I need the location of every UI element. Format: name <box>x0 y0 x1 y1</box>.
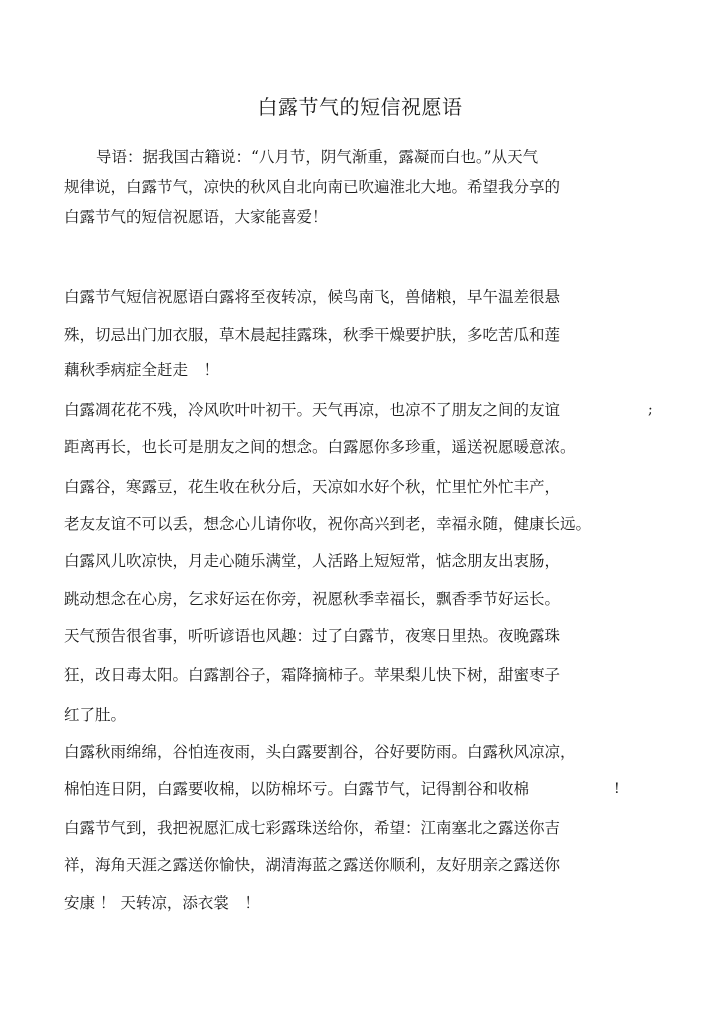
body-line: 安康 ！ 天转凉，添衣裳 ！ <box>64 894 260 912</box>
body-line: 红了肚。 <box>64 706 127 724</box>
intro-line: 规律说，白露节气，凉快的秋风自北向南已吹遍淮北大地。希望我分享的 <box>64 178 561 196</box>
body-line: 棉怕连日阴，白露要收棉，以防棉坏亏。白露节气，记得割谷和收棉 <box>64 780 530 798</box>
body-line: 老友友谊不可以丢，想念心儿请你收，祝你高兴到老，幸福永随，健康长远。 <box>64 515 592 533</box>
page-title: 白露节气的短信祝愿语 <box>257 95 463 119</box>
intro-line: 白露节气的短信祝愿语，大家能喜爱！ <box>64 208 328 226</box>
body-line: 距离再长，也长可是朋友之间的想念。白露愿你多珍重，遥送祝愿暖意浓。 <box>64 438 576 456</box>
body-line: 白露谷，寒露豆，花生收在秋分后，天凉如水好个秋，忙里忙外忙丰产， <box>64 478 561 496</box>
body-line: 白露凋花花不残，冷风吹叶叶初干。天气再凉，也凉不了朋友之间的友谊 <box>64 401 561 419</box>
body-line: 白露风儿吹凉快，月走心随乐满堂，人活路上短短常，惦念朋友出衷肠， <box>64 552 561 570</box>
stray-exclamation: ! <box>614 781 620 797</box>
body-line: 狂，改日毒太阳。白露割谷子，霜降摘柿子。苹果梨儿快下树，甜蜜枣子 <box>64 666 561 684</box>
body-line: 白露节气到，我把祝愿汇成七彩露珠送给你，希望：江南塞北之露送你吉 <box>64 819 561 837</box>
body-line: 白露秋雨绵绵，谷怕连夜雨，头白露要割谷，谷好要防雨。白露秋风凉凉， <box>64 743 576 761</box>
body-line: 藕秋季病症全赶走 ！ <box>64 361 220 379</box>
body-line: 跳动想念在心房，乞求好运在你旁，祝愿秋季幸福长，飘香季节好运长。 <box>64 590 561 608</box>
stray-semicolon: ; <box>648 402 653 418</box>
intro-line: 导语：据我国古籍说：“八月节，阴气渐重，露凝而白也。”从天气 <box>96 148 539 166</box>
body-line: 天气预告很省事，听听谚语也风趣：过了白露节，夜寒日里热。夜晚露珠 <box>64 627 561 645</box>
body-line: 殊，切忌出门加衣服，草木晨起挂露珠，秋季干燥要护肤，多吃苦瓜和莲 <box>64 326 561 344</box>
body-line: 祥，海角天涯之露送你愉快，湖清海蓝之露送你顺利，友好朋亲之露送你 <box>64 856 561 874</box>
body-line: 白露节气短信祝愿语白露将至夜转凉，候鸟南飞，兽储粮，早午温差很悬 <box>64 288 561 306</box>
